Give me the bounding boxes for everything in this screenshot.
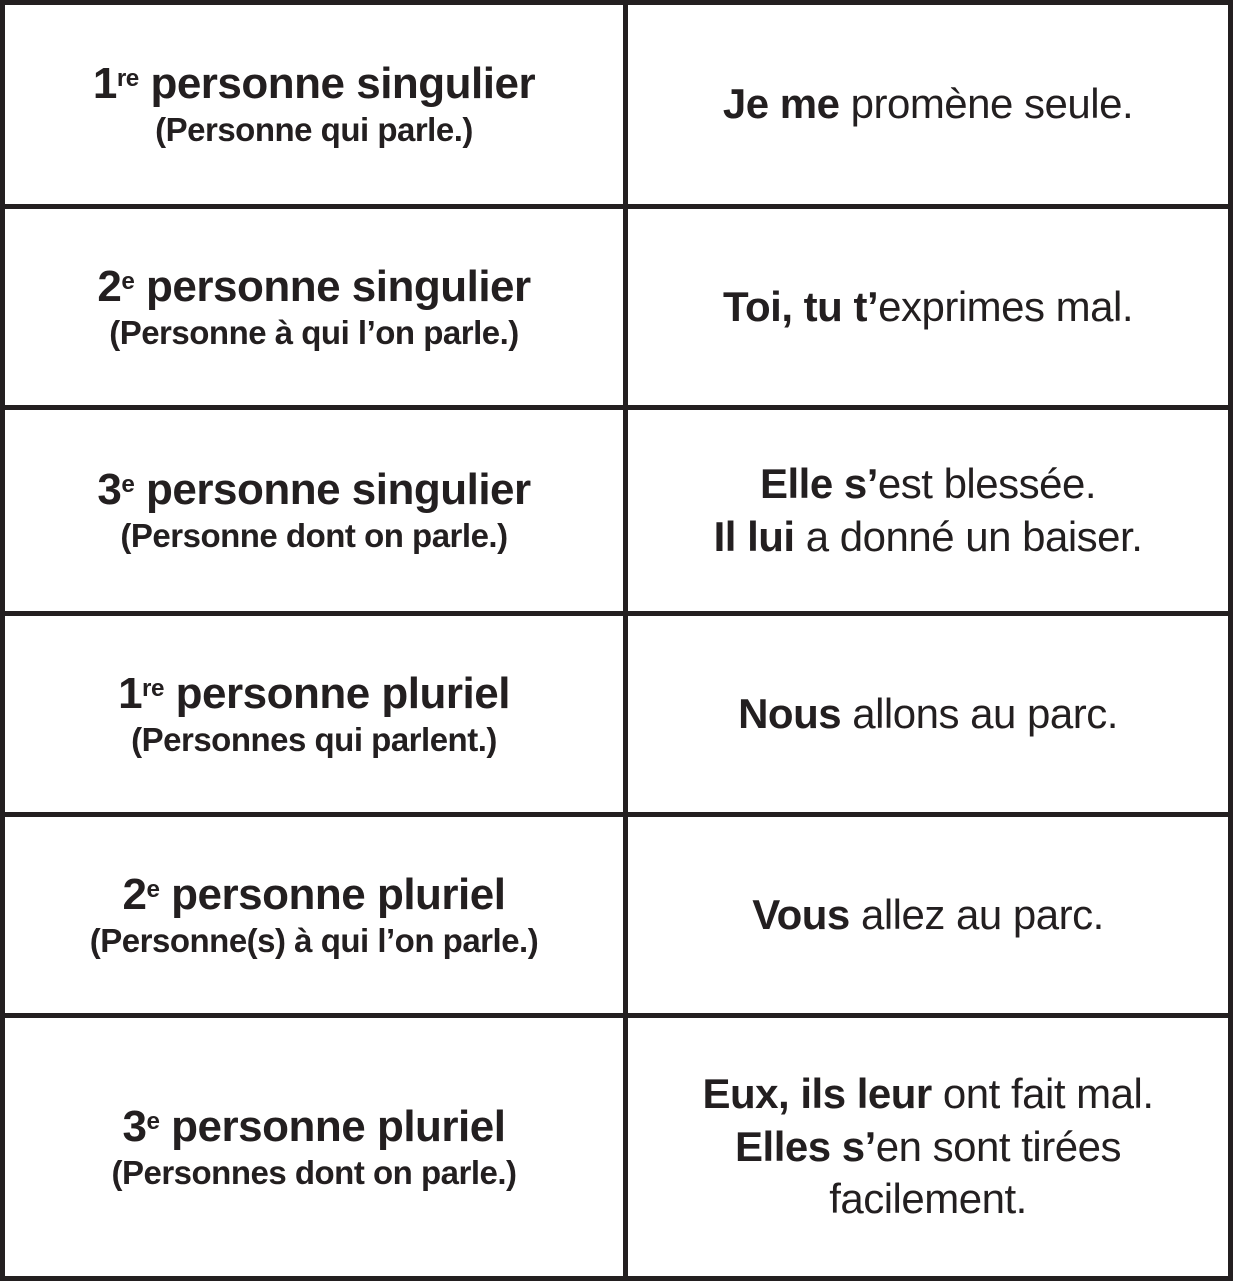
person-title <box>97 262 530 313</box>
pronoun-emphasis: Je me <box>722 80 840 128</box>
pronoun-emphasis: Il lui <box>713 512 795 560</box>
example-cell <box>628 209 1228 410</box>
sentence-text: promène seule. <box>839 80 1134 128</box>
person-label-cell <box>5 817 628 1018</box>
ordinal-superscript: e <box>146 1107 160 1135</box>
person-numeral: 2 <box>122 869 147 919</box>
person-numeral: 3 <box>122 1101 147 1151</box>
person-title <box>93 59 535 110</box>
sentence-text: est blessée. <box>877 460 1097 507</box>
example-cell <box>628 817 1228 1018</box>
example-line <box>723 78 1133 131</box>
example-line <box>702 1068 1153 1121</box>
person-note: (Personne qui parle.) <box>155 111 473 148</box>
pronoun-emphasis: Elles s’ <box>735 1122 876 1170</box>
sentence-text: facilement. <box>829 1175 1027 1223</box>
pronoun-emphasis: Toi, tu t’ <box>722 282 879 330</box>
person-numeral: 1 <box>92 59 117 109</box>
person-numeral: 2 <box>97 261 122 311</box>
person-title <box>97 465 530 516</box>
example-line <box>735 1121 1121 1174</box>
sentence-text: allons au parc. <box>841 689 1118 737</box>
pronoun-emphasis: Eux, ils leur <box>702 1070 932 1118</box>
pronoun-emphasis: Vous <box>752 890 850 938</box>
pronoun-emphasis: Nous <box>738 689 842 737</box>
example-line <box>723 281 1133 334</box>
ordinal-superscript: re <box>142 674 164 702</box>
person-label-cell <box>5 616 628 817</box>
ordinal-superscript: e <box>146 875 160 903</box>
example-line <box>714 511 1143 564</box>
person-note: (Personne à qui l’on parle.) <box>109 313 519 351</box>
person-title-rest: personne pluriel <box>163 668 510 718</box>
person-label-cell <box>5 5 628 209</box>
sentence-text: ont fait mal. <box>931 1070 1154 1118</box>
person-label-cell <box>5 410 628 616</box>
ordinal-superscript: e <box>121 267 135 295</box>
person-numeral: 1 <box>118 668 143 718</box>
person-title-rest: personne singulier <box>134 261 531 311</box>
person-numeral: 3 <box>97 465 122 515</box>
example-cell <box>628 1018 1228 1276</box>
sentence-text: en sont tirées <box>875 1122 1121 1170</box>
person-note: (Personne dont on parle.) <box>120 517 508 554</box>
ordinal-superscript: e <box>121 471 135 499</box>
person-title-rest: personne singulier <box>134 465 531 515</box>
example-cell <box>628 616 1228 817</box>
example-line <box>760 458 1096 511</box>
person-title <box>123 870 506 921</box>
person-note: (Personnes dont on parle.) <box>111 1153 517 1191</box>
person-label-cell <box>5 1018 628 1276</box>
person-title <box>123 1102 506 1153</box>
person-title-rest: personne singulier <box>138 59 536 109</box>
sentence-text: a donné un baiser. <box>794 512 1143 560</box>
example-line <box>752 889 1104 942</box>
sentence-text: allez au parc. <box>849 890 1104 938</box>
example-line <box>829 1173 1027 1226</box>
person-note: (Personnes qui parlent.) <box>131 720 497 758</box>
person-label-cell <box>5 209 628 410</box>
example-cell <box>628 410 1228 616</box>
example-cell <box>628 5 1228 209</box>
sentence-text: exprimes mal. <box>878 282 1134 330</box>
example-line <box>738 688 1118 741</box>
ordinal-superscript: re <box>116 65 139 93</box>
pronoun-emphasis: Elle s’ <box>759 460 878 507</box>
person-title <box>118 669 510 720</box>
person-note: (Personne(s) à qui l’on parle.) <box>89 921 539 959</box>
person-title-rest: personne pluriel <box>159 869 506 919</box>
person-title-rest: personne pluriel <box>159 1101 506 1151</box>
